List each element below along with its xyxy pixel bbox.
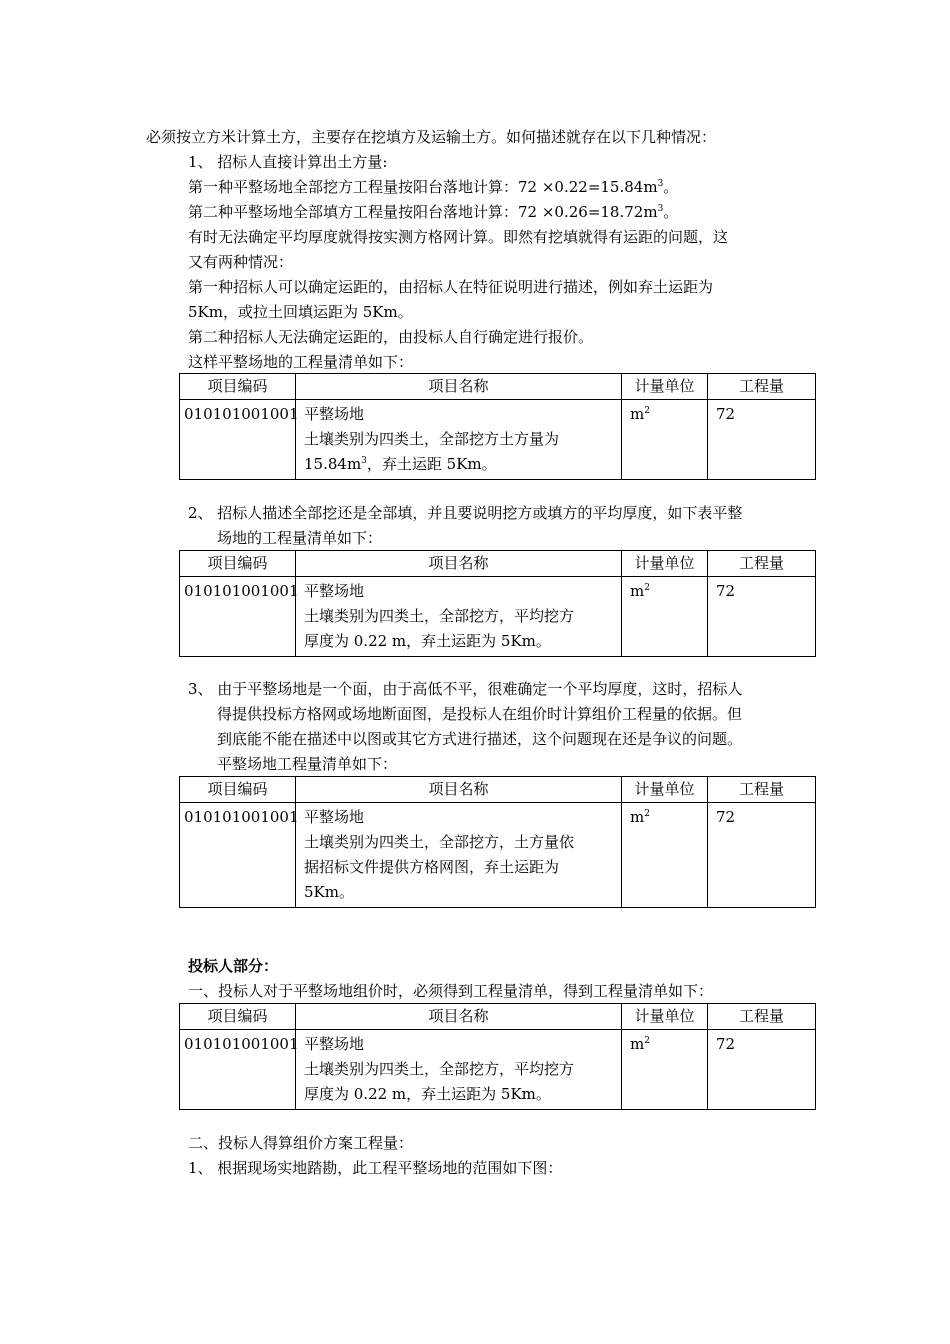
header-quantity: 工程量 <box>708 374 816 400</box>
header-unit: 计量单位 <box>622 1004 708 1030</box>
section-3-line-4: 平整场地工程量清单如下： <box>217 755 398 773</box>
cell-quantity: 72 <box>708 1030 816 1110</box>
cell-name: 平整场地 土壤类别为四类土，全部挖方，平均挖方 厚度为 0.22 m，弃土运距为 5Km。 <box>296 1030 622 1110</box>
bidder-section-heading: 投标人部分： <box>188 957 279 975</box>
quantity-table-3 <box>179 776 816 908</box>
header-name: 项目名称 <box>296 777 622 803</box>
bidder-step-1: 一、投标人对于平整场地组价时，必须得到工程量清单，得到工程量清单如下： <box>188 982 714 1000</box>
header-code: 项目编码 <box>180 374 296 400</box>
bidder-step-2: 二、投标人得算组价方案工程量： <box>188 1134 414 1152</box>
quantity-table-1 <box>179 373 816 480</box>
cell-unit: $m^2$ <box>622 577 708 657</box>
paragraph-intro: 必须按立方米计算土方，主要存在挖填方及运输土方。如何描述就存在以下几种情况： <box>146 128 717 146</box>
header-name: 项目名称 <box>296 551 622 577</box>
section-1-heading: 1、 招标人直接计算出土方量: <box>188 153 388 171</box>
header-code: 项目编码 <box>180 551 296 577</box>
paragraph-fill-calc: 第二种平整场地全部填方工程量按阳台落地计算：$72 \times 0.26=18.72m^3$。 <box>188 203 679 221</box>
cell-quantity: 72 <box>708 577 816 657</box>
paragraph-grid-measure: 有时无法确定平均厚度就得按实测方格网计算。即然有挖填就得有运距的问题，这 <box>188 228 729 246</box>
header-unit: 计量单位 <box>622 551 708 577</box>
section-3-line-2: 得提供投标方格网或场地断面图，是投标人在组价时计算组价工程量的依据。但 <box>217 705 743 723</box>
cell-code: 010101001001 <box>180 803 296 908</box>
header-name: 项目名称 <box>296 374 622 400</box>
paragraph-case-two: 第二种招标人无法确定运距的，由投标人自行确定进行报价。 <box>188 328 594 346</box>
section-2-heading: 2、 招标人描述全部挖还是全部填，并且要说明挖方或填方的平均厚度，如下表平整 <box>188 504 743 522</box>
cell-unit: $m^2$ <box>622 400 708 480</box>
header-quantity: 工程量 <box>708 777 816 803</box>
header-code: 项目编码 <box>180 777 296 803</box>
cell-quantity: 72 <box>708 803 816 908</box>
section-2-heading-cont: 场地的工程量清单如下： <box>217 529 383 547</box>
header-name: 项目名称 <box>296 1004 622 1030</box>
header-unit: 计量单位 <box>622 374 708 400</box>
paragraph-case-one-cont: 5Km，或拉土回填运距为 5Km。 <box>188 303 413 321</box>
cell-code: 010101001001 <box>180 400 296 480</box>
header-unit: 计量单位 <box>622 777 708 803</box>
quantity-table-4 <box>179 1003 816 1110</box>
paragraph-two-cases: 又有两种情况： <box>188 253 294 271</box>
cell-quantity: 72 <box>708 400 816 480</box>
bidder-step-2-item-1: 1、 根据现场实地踏勘，此工程平整场地的范围如下图： <box>188 1159 563 1177</box>
cell-name: 平整场地 土壤类别为四类土，全部挖方土方量为 $15.84m^3$，弃土运距 5Km。 <box>296 400 622 480</box>
cell-name: 平整场地 土壤类别为四类土，全部挖方，土方量依 据招标文件提供方格网图，弃土运距为 5Km。 <box>296 803 622 908</box>
paragraph-table-intro: 这样平整场地的工程量清单如下： <box>188 353 414 371</box>
paragraph-case-one: 第一种招标人可以确定运距的，由招标人在特征说明进行描述，例如弃土运距为 <box>188 278 714 296</box>
section-3-heading: 3、 由于平整场地是一个面，由于高低不平，很难确定一个平均厚度，这时，招标人 <box>188 680 743 698</box>
section-3-line-3: 到底能不能在描述中以图或其它方式进行描述，这个问题现在还是争议的问题。 <box>217 730 743 748</box>
cell-code: 010101001001 <box>180 1030 296 1110</box>
quantity-table-2 <box>179 550 816 657</box>
cell-unit: $m^2$ <box>622 803 708 908</box>
paragraph-excavation-calc: 第一种平整场地全部挖方工程量按阳台落地计算：$72 \times 0.22=15.84m^3$。 <box>188 178 679 196</box>
header-quantity: 工程量 <box>708 1004 816 1030</box>
cell-code: 010101001001 <box>180 577 296 657</box>
cell-unit: $m^2$ <box>622 1030 708 1110</box>
header-quantity: 工程量 <box>708 551 816 577</box>
header-code: 项目编码 <box>180 1004 296 1030</box>
cell-name: 平整场地 土壤类别为四类土，全部挖方，平均挖方 厚度为 0.22 m，弃土运距为 5Km。 <box>296 577 622 657</box>
